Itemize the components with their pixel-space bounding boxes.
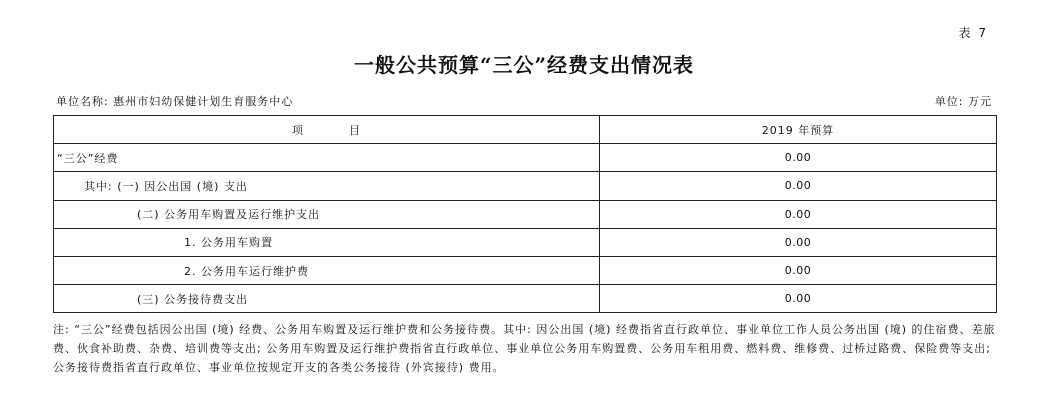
table-row — [54, 228, 997, 256]
row-label: 其中: (一) 因公出国 (境) 支出 — [54, 172, 600, 200]
table-row — [54, 200, 997, 228]
footnote: 注: “三公”经费包括因公出国 (境) 经费、公务用车购置及运行维护费和公务接待费。其中: 因公出国 (境) 经费指省直行政单位、事业单位工作人员公务出国 (境) 的住宿费、差旅费、伙食补助费、杂费、培训费等支出; 公务用车购置及运行维护费指省直行政单位、事业单位公务用车购置费、公务用车租用费、燃料费、维修费、过桥过路费、保险费等支出; 公务接待费指省直行政单位、事业单位按规定开支的各类公务接待 (外宾接待) 费用。 — [53, 323, 996, 374]
row-value: 0.00 — [600, 256, 997, 284]
table-number: 表 7 — [958, 26, 988, 40]
row-label: 2. 公务用车运行维护费 — [54, 256, 600, 284]
row-value: 0.00 — [600, 200, 997, 228]
table-row — [54, 144, 997, 172]
row-value: 0.00 — [600, 172, 997, 200]
row-label: (二) 公务用车购置及运行维护支出 — [54, 200, 600, 228]
row-value: 0.00 — [600, 285, 997, 313]
table-row — [54, 172, 997, 200]
row-label: “三公”经费 — [54, 144, 600, 172]
row-value: 0.00 — [600, 144, 997, 172]
header-budget: 2019 年预算 — [600, 116, 997, 144]
row-value: 0.00 — [600, 228, 997, 256]
page-title: 一般公共预算“三公”经费支出情况表 — [353, 53, 694, 77]
row-label: (三) 公务接待费支出 — [54, 285, 600, 313]
table-row — [54, 285, 997, 313]
table-row — [54, 256, 997, 284]
header-item: 项 目 — [54, 116, 600, 144]
unit-label: 单位: 万元 — [934, 95, 992, 108]
table-header-row — [54, 116, 997, 144]
expenditure-table — [53, 115, 997, 313]
row-label: 1. 公务用车购置 — [54, 228, 600, 256]
unit-name: 单位名称: 惠州市妇幼保健计划生育服务中心 — [56, 95, 294, 108]
